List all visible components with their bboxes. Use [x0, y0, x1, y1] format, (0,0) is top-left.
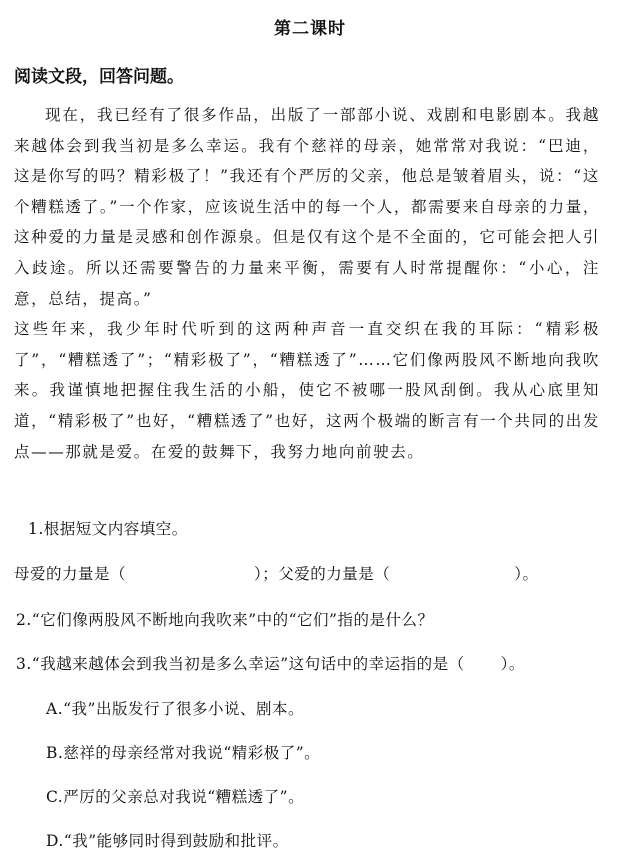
- option-c[interactable]: C.严厉的父亲总对我说“糟糕透了”。: [46, 788, 305, 806]
- lesson-title: 第二课时: [274, 19, 346, 39]
- fill-text-mother: 母爱的力量是（: [14, 565, 127, 583]
- fill-text-father: ）；父爱的力量是（: [254, 565, 391, 583]
- option-d[interactable]: D.“我”能够同时得到鼓励和批评。: [46, 832, 289, 850]
- fill-text-end: ）。: [514, 565, 539, 583]
- question-1: 1.根据短文内容填空。: [28, 520, 188, 538]
- question-2: 2.“它们像两股风不断地向我吹来”中的“它们”指的是什么？: [16, 611, 434, 629]
- option-b[interactable]: B.慈祥的母亲经常对我说“精彩极了”。: [46, 744, 321, 762]
- passage-paragraph-1: 现在，我已经有了很多作品，出版了一部部小说、戏剧和电影剧本。我越来越体会到我当初是多么幸运。我有个慈祥的母亲，她常常对我说：“巴迪，这是你写的吗？精彩极了！”我还有个严厉的父亲，他总是皱着眉头，说：“这个糟糕透了。”一个作家，应该说生活中的每一个人，都需要来自母亲的力量，这种爱的力量是灵感和创作源泉。但是仅有这个是不全面的，它可能会把人引入歧途。所以还需要警告的力量来平衡，需要有人时常提醒你：“小心，注意，总结，提高。”: [14, 106, 600, 308]
- question-1-fill-line: [14, 562, 539, 584]
- option-a[interactable]: A.“我”出版发行了很多小说、剧本。: [46, 700, 304, 718]
- passage-paragraph-2: 这些年来，我少年时代听到的这两种声音一直交织在我的耳际：“精彩极了”，“糟糕透了”；“精彩极了”，“糟糕透了”……它们像两股风不断地向我吹来。我谨慎地把握住我生活的小船，使它不被哪一股风刮倒。我从心底里知道，“精彩极了”也好，“糟糕透了”也好，这两个极端的断言有一个共同的出发点——那就是爱。在爱的鼓舞下，我努力地向前驶去。: [14, 320, 600, 461]
- reading-passage: [14, 100, 600, 467]
- question-3-text: 3.“我越来越体会到我当初是多么幸运”这句话中的幸运指的是（: [16, 655, 465, 673]
- question-3: [16, 652, 525, 674]
- question-3-end: ）。: [500, 655, 525, 673]
- instruction-heading: 阅读文段，回答问题。: [14, 67, 184, 87]
